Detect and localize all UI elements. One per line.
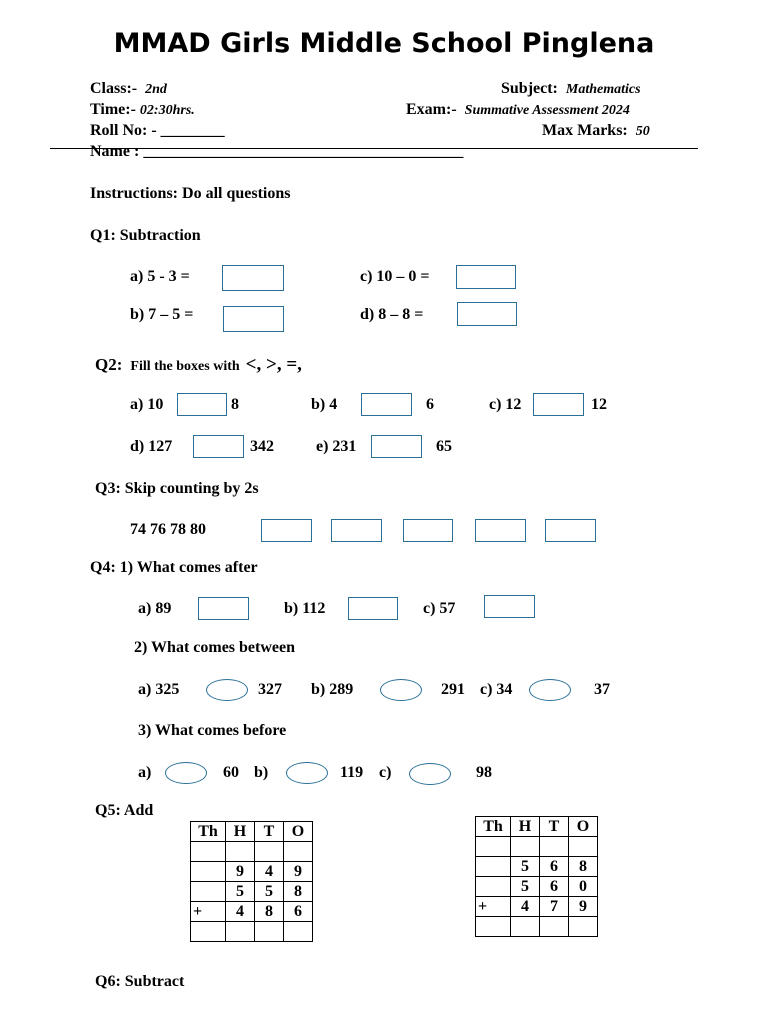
table-row [191, 842, 313, 862]
table-cell: 6 [540, 857, 569, 877]
time-label: Time:- [90, 101, 136, 118]
table-cell[interactable] [284, 842, 313, 862]
q4-before-b-post: 119 [340, 764, 364, 781]
q4-between-b-pre: b) 289 [311, 681, 354, 698]
q4-between-c-post: 37 [594, 681, 610, 698]
q4-after-c-box[interactable] [484, 595, 535, 618]
q4-before-c-oval[interactable] [409, 763, 451, 785]
table-cell: 6 [284, 902, 313, 922]
header-t: T [255, 822, 284, 842]
table-cell: 4 [226, 902, 255, 922]
table-answer-row [476, 917, 598, 937]
table-cell: 9 [284, 862, 313, 882]
q2-d-post: 342 [250, 438, 274, 455]
class-label: Class:- [90, 80, 138, 97]
table-cell[interactable] [569, 837, 598, 857]
name-label: Name : ________________________________________ [90, 143, 464, 160]
q1-title: Q1: Subtraction [90, 227, 201, 244]
table-cell[interactable] [540, 837, 569, 857]
q2-b-post: 6 [426, 396, 434, 413]
header-th: Th [476, 817, 511, 837]
table-cell [476, 877, 511, 897]
q1-a: a) 5 - 3 = [130, 268, 190, 285]
q2-a-post: 8 [231, 396, 239, 413]
table-cell: 4 [255, 862, 284, 882]
table-cell [476, 857, 511, 877]
table-cell: 8 [569, 857, 598, 877]
q4-between-a-pre: a) 325 [138, 681, 180, 698]
table-row [476, 857, 598, 877]
q2-d-pre: d) 127 [130, 438, 173, 455]
q3-title: Q3: Skip counting by 2s [95, 480, 259, 497]
q4-before-a-post: 60 [223, 764, 239, 781]
q2-e-pre: e) 231 [316, 438, 357, 455]
q2-b-pre: b) 4 [311, 396, 338, 413]
q2-c-post: 12 [591, 396, 607, 413]
time-line [90, 101, 195, 119]
answer-cell[interactable] [255, 922, 284, 942]
q4-between-a-oval[interactable] [206, 679, 248, 701]
table-cell: 7 [540, 897, 569, 917]
q2-symbols: <, >, =, [245, 354, 302, 375]
answer-cell[interactable] [569, 917, 598, 937]
q4-before-title: 3) What comes before [138, 722, 287, 739]
q5-addition-table-2 [475, 816, 598, 937]
q4-before-b-pre: b) [254, 764, 269, 781]
table-cell[interactable] [191, 842, 226, 862]
q1-d-answer-box[interactable] [457, 302, 517, 326]
q1-c: c) 10 – 0 = [360, 268, 430, 285]
school-title: MMAD Girls Middle School Pinglena [113, 28, 655, 59]
table-cell: 9 [569, 897, 598, 917]
q4-between-b-oval[interactable] [380, 679, 422, 701]
table-row [191, 902, 313, 922]
table-cell [191, 882, 226, 902]
q5-title: Q5: Add [95, 802, 154, 819]
q4-before-c-post: 98 [476, 764, 492, 781]
table-cell: 5 [511, 877, 540, 897]
exam-label: Exam:- [406, 101, 457, 118]
table-row [476, 897, 598, 917]
table-cell [191, 862, 226, 882]
table-cell: 5 [255, 882, 284, 902]
answer-cell[interactable] [540, 917, 569, 937]
table-cell[interactable] [511, 837, 540, 857]
q3-answer-box-3[interactable] [403, 519, 453, 542]
table-cell: 8 [255, 902, 284, 922]
q2-e-post: 65 [436, 438, 452, 455]
q2-num: Q2: [95, 355, 123, 374]
q1-a-answer-box[interactable] [222, 265, 284, 291]
table-answer-row [191, 922, 313, 942]
q6-title: Q6: Subtract [95, 973, 185, 990]
q4-after-b: b) 112 [284, 600, 326, 617]
table-row [476, 877, 598, 897]
subject-label: Subject: [501, 80, 558, 97]
table-row [191, 882, 313, 902]
q3-answer-box-1[interactable] [261, 519, 312, 542]
q4-before-b-oval[interactable] [286, 762, 328, 784]
plus-sign: + [191, 902, 226, 922]
answer-cell[interactable] [226, 922, 255, 942]
q4-between-b-post: 291 [441, 681, 465, 698]
q2-a-pre: a) 10 [130, 396, 164, 413]
table-cell[interactable] [476, 837, 511, 857]
q3-answer-box-5[interactable] [545, 519, 596, 542]
table-header-row [476, 817, 598, 837]
table-row [476, 837, 598, 857]
maxmarks-label: Max Marks: [542, 122, 628, 139]
table-cell[interactable] [255, 842, 284, 862]
header-o: O [284, 822, 313, 842]
q4-after-a: a) 89 [138, 600, 172, 617]
time-value: 02:30hrs. [139, 103, 195, 118]
header-th: Th [191, 822, 226, 842]
maxmarks-line [542, 122, 650, 140]
header-t: T [540, 817, 569, 837]
q2-b-answer-box[interactable] [361, 393, 412, 416]
class-line [90, 80, 167, 98]
answer-cell[interactable] [191, 922, 226, 942]
rollno-label: Roll No: - ________ [90, 122, 225, 139]
q4-before-c-pre: c) [379, 764, 392, 781]
q4-after-c: c) 57 [423, 600, 456, 617]
subject-line [501, 80, 641, 98]
exam-value: Summative Assessment 2024 [464, 103, 630, 118]
q1-b-answer-box[interactable] [223, 306, 284, 332]
q4-before-a-oval[interactable] [165, 762, 207, 784]
header-h: H [226, 822, 255, 842]
q2-e-answer-box[interactable] [371, 435, 422, 458]
exam-line [406, 101, 630, 119]
q1-d: d) 8 – 8 = [360, 306, 424, 323]
q2-heading [95, 354, 302, 376]
q5-addition-table-1 [190, 821, 313, 942]
answer-cell[interactable] [284, 922, 313, 942]
header-h: H [511, 817, 540, 837]
q1-b: b) 7 – 5 = [130, 306, 194, 323]
instructions: Instructions: Do all questions [90, 185, 291, 202]
answer-cell[interactable] [476, 917, 511, 937]
q2-d-answer-box[interactable] [193, 435, 244, 458]
q4-before-a-pre: a) [138, 764, 152, 781]
table-cell: 5 [511, 857, 540, 877]
answer-cell[interactable] [511, 917, 540, 937]
q4-between-c-pre: c) 34 [480, 681, 513, 698]
q1-c-answer-box[interactable] [456, 265, 516, 289]
q4-between-c-oval[interactable] [529, 679, 571, 701]
q3-numbers: 74 76 78 80 [130, 521, 206, 538]
q4-title: Q4: 1) What comes after [90, 559, 258, 576]
q4-between-title: 2) What comes between [134, 639, 296, 656]
q2-c-answer-box[interactable] [533, 393, 584, 416]
table-cell: 6 [540, 877, 569, 897]
header-o: O [569, 817, 598, 837]
q4-between-a-post: 327 [258, 681, 282, 698]
q4-after-b-box[interactable] [348, 597, 398, 620]
q4-after-a-box[interactable] [198, 597, 249, 620]
table-header-row [191, 822, 313, 842]
class-value: 2nd [145, 82, 167, 97]
q2-a-answer-box[interactable] [177, 393, 227, 416]
table-cell: 8 [284, 882, 313, 902]
table-cell: 0 [569, 877, 598, 897]
q2-text: Fill the boxes with [130, 359, 240, 374]
q2-c-pre: c) 12 [489, 396, 522, 413]
table-cell: 5 [226, 882, 255, 902]
maxmarks-value: 50 [635, 124, 650, 139]
q3-answer-box-4[interactable] [475, 519, 526, 542]
plus-sign: + [476, 897, 511, 917]
table-cell: 4 [511, 897, 540, 917]
table-row [191, 862, 313, 882]
q3-answer-box-2[interactable] [331, 519, 382, 542]
subject-value: Mathematics [565, 82, 641, 97]
table-cell: 9 [226, 862, 255, 882]
table-cell[interactable] [226, 842, 255, 862]
